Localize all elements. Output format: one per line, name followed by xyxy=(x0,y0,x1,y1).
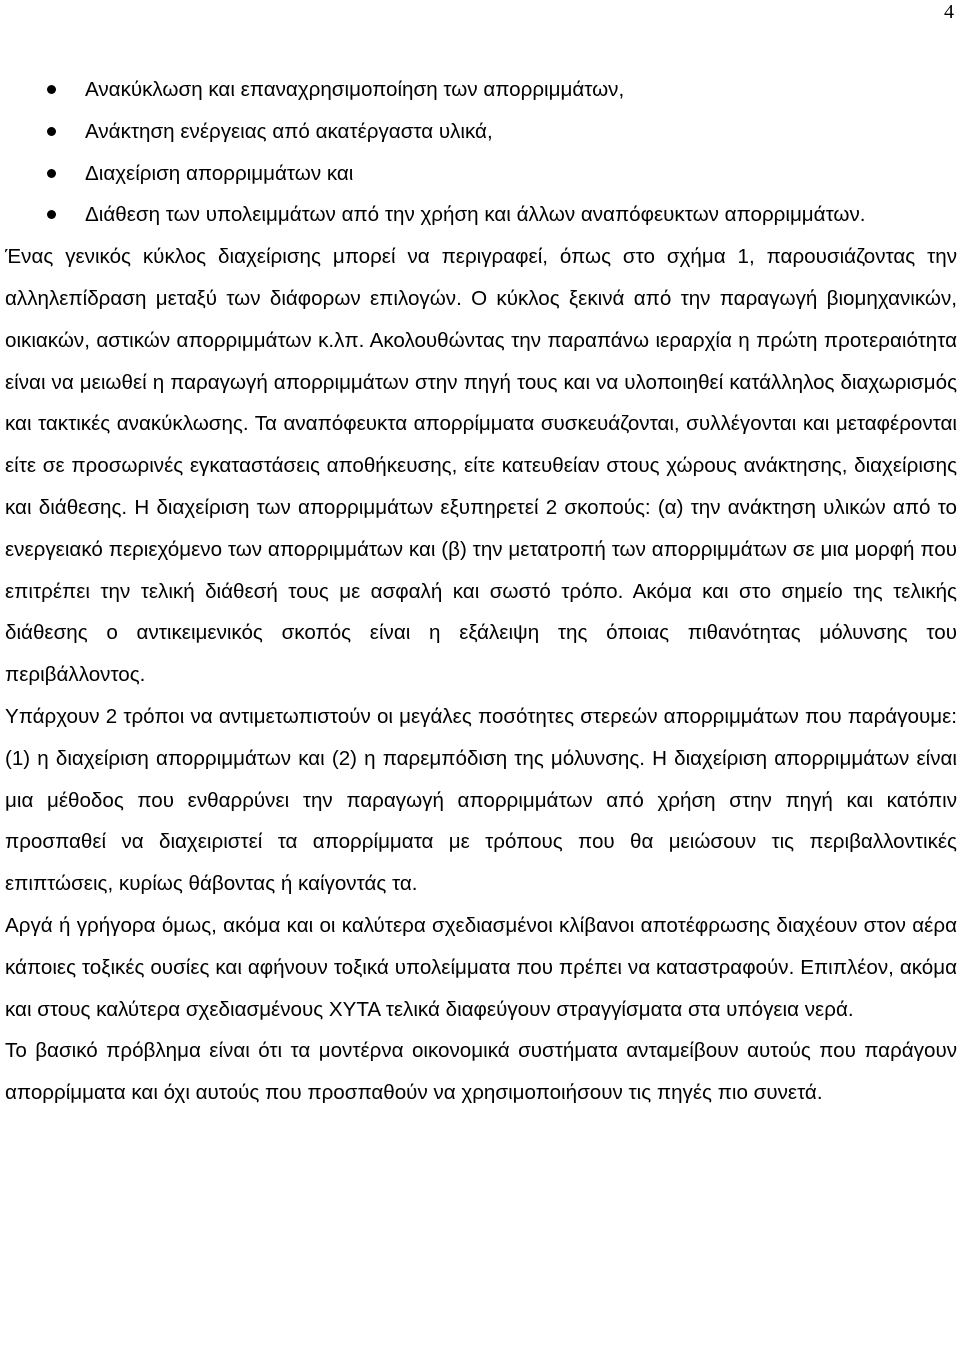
list-item: Ανακύκλωση και επαναχρησιμοποίηση των απορριμμάτων, xyxy=(5,69,957,111)
paragraph: Υπάρχουν 2 τρόποι να αντιμετωπιστούν οι μεγάλες ποσότητες στερεών απορριμμάτων που παράγουμε: (1) η διαχείριση απορριμμάτων και (2) η παρεμπόδιση της μόλυνσης. Η διαχείριση απορριμμάτων είναι μια μέθοδος που ενθαρρύνει την παραγωγή απορριμμάτων από χρήση στην πηγή και κατόπιν προσπαθεί να διαχειριστεί τα απορρίμματα με τρόπους που θα μειώσουν τις περιβαλλοντικές επιπτώσεις, κυρίως θάβοντας ή καίγοντάς τα. xyxy=(5,704,957,896)
list-item: Διαχείριση απορριμμάτων και xyxy=(5,153,957,195)
document-body xyxy=(5,69,957,1114)
list-item: Ανάκτηση ενέργειας από ακατέργαστα υλικά, xyxy=(5,111,957,153)
paragraph: Αργά ή γρήγορα όμως, ακόμα και οι καλύτερα σχεδιασμένοι κλίβανοι αποτέφρωσης διαχέουν στον αέρα κάποιες τοξικές ουσίες και αφήνουν τοξικά υπολείμματα που πρέπει να καταστραφούν. Επιπλέον, ακόμα και στους καλύτερα σχεδιασμένους ΧΥΤΑ τελικά διαφεύγουν στραγγίσματα στα υπόγεια νερά. xyxy=(5,913,957,1021)
list-item: Διάθεση των υπολειμμάτων από την χρήση και άλλων αναπόφευκτων απορριμμάτων. xyxy=(5,194,957,236)
bullet-list xyxy=(5,69,957,236)
paragraph: Το βασικό πρόβλημα είναι ότι τα μοντέρνα οικονομικά συστήματα ανταμείβουν αυτούς που παράγουν απορρίμματα και όχι αυτούς που προσπαθούν να χρησιμοποιήσουν τις πηγές πιο συνετά. xyxy=(5,1039,957,1105)
paragraph: Ένας γενικός κύκλος διαχείρισης μπορεί να περιγραφεί, όπως στο σχήμα 1, παρουσιάζοντας την αλληλεπίδραση μεταξύ των διάφορων επιλογών. Ο κύκλος ξεκινά από την παραγωγή βιομηχανικών, οικιακών, αστικών απορριμμάτων κ.λπ. Ακολουθώντας την παραπάνω ιεραρχία η πρώτη προτεραιότητα είναι να μειωθεί η παραγωγή απορριμμάτων στην πηγή τους και να υλοποιηθεί κατάλληλος διαχωρισμός και τακτικές ανακύκλωσης. Τα αναπόφευκτα απορρίμματα συσκευάζονται, συλλέγονται και μεταφέρονται είτε σε προσωρινές εγκαταστάσεις αποθήκευσης, είτε κατευθείαν στους χώρους ανάκτησης, διαχείρισης και διάθεσης. Η διαχείριση των απορριμμάτων εξυπηρετεί 2 σκοπούς: (α) την ανάκτηση υλικών από το ενεργειακό περιεχόμενο των απορριμμάτων και (β) την μετατροπή των απορριμμάτων σε μια μορφή που επιτρέπει την τελική διάθεσή τους με ασφαλή και σωστό τρόπο. Ακόμα και στο σημείο της τελικής διάθεσης ο αντικειμενικός σκοπός είναι η εξάλειψη της όποιας πιθανότητας μόλυνσης του περιβάλλοντος. xyxy=(5,245,957,687)
page-number: 4 xyxy=(944,1,954,23)
